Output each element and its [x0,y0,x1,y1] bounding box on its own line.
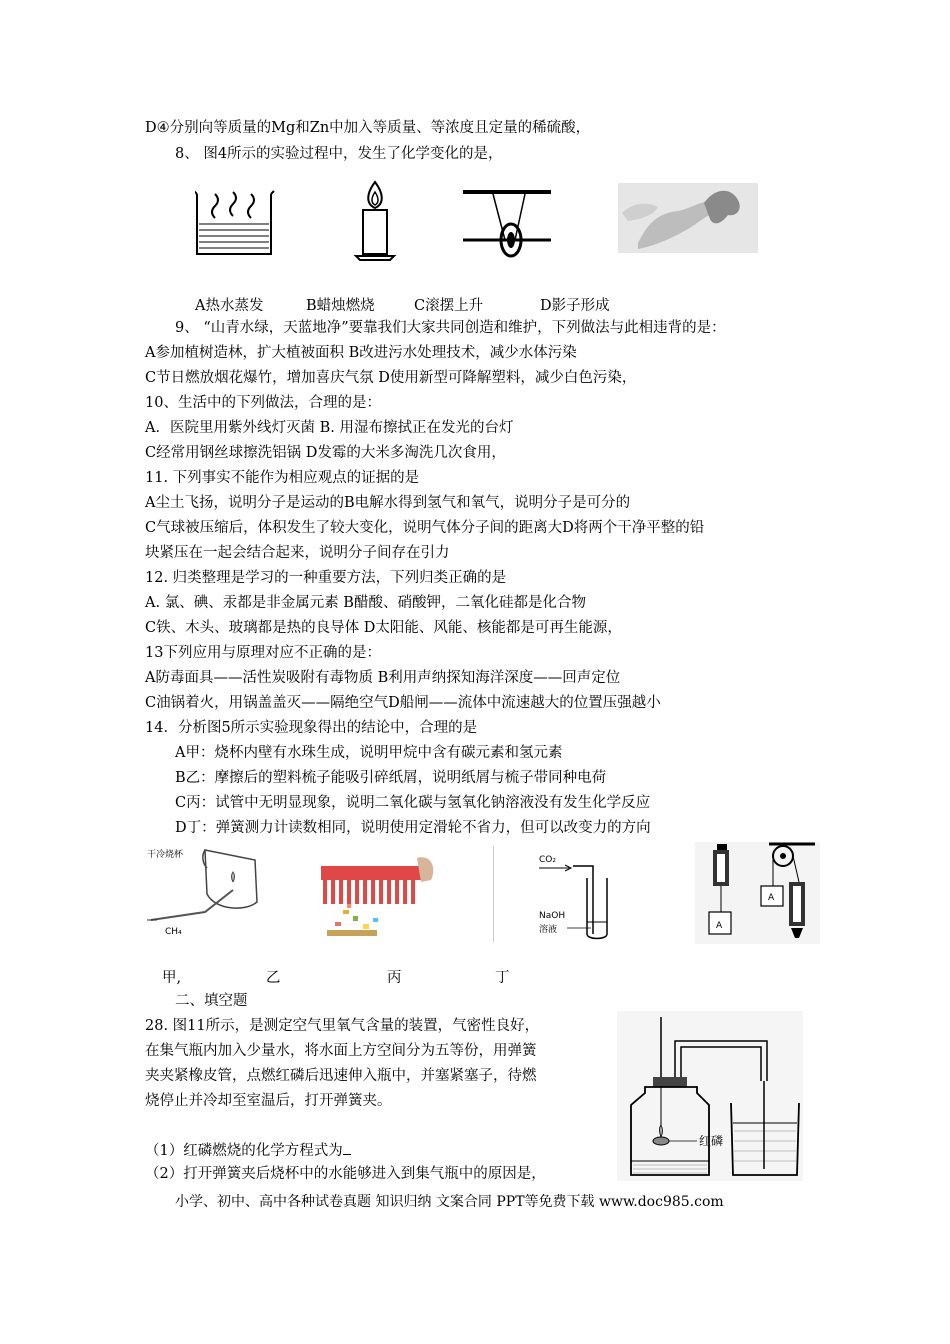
q28-sub-1: （1）红磷燃烧的化学方程式为 [145,1140,351,1161]
q28-line-4: 烧停止并冷却至室温后，打开弹簧夹。 [145,1093,392,1109]
q9-options-ab: A参加植树造林，扩大植被面积 B改进污水处理技术，减少水体污染 [145,345,577,361]
fig5-caption-jia: 甲, [162,970,182,986]
page-footer: 小学、初中、高中各种试卷真题 知识归纳 文案合同 PPT等免费下载 www.doc985.com [175,1194,724,1210]
fig5-ding-pulley [695,842,820,944]
label-ch4: CH₄ [165,927,182,937]
q10-options-cd: C经常用钢丝球擦洗铝锅 D发霉的大米多淘洗几次食用， [145,445,506,461]
q8-option-b: B蜡烛燃烧 [306,298,375,314]
label-co2: CO₂ [539,855,556,865]
q13-options-cd: C油锅着火，用锅盖盖灭——隔绝空气D船闸——流体中流速越大的位置压强越小 [145,695,661,711]
label-dry-cold-beaker: 干冷烧杯 [147,850,184,860]
question-13: 13下列应用与原理对应不正确的是： [145,645,381,661]
fig11-oxygen-apparatus [617,1011,803,1181]
q9-options-cd: C节日燃放烟花爆竹，增加喜庆气氛 D使用新型可降解塑料，减少白色污染， [145,370,637,386]
q10-options-ab: A．医院里用紫外线灯灭菌 B. 用湿布擦拭正在发光的台灯 [145,420,514,436]
label-solution: 溶液 [539,925,558,935]
q8-option-a: A热水蒸发 [195,298,264,314]
fig4-candle [350,178,400,262]
question-12: 12. 归类整理是学习的一种重要方法，下列归类正确的是 [145,570,507,586]
label-red-phosphorus: 红磷 [699,1134,724,1148]
question-10: 10、生活中的下列做法，合理的是： [145,395,381,411]
section-fill-in-blank: 二、填空题 [175,993,248,1009]
q28-line-3: 夹夹紧橡皮管，点燃红磷后迅速伸入瓶中，并塞紧塞子，待燃 [145,1068,537,1084]
q28-sub-2: （2）打开弹簧夹后烧杯中的水能够进入到集气瓶中的原因是， [145,1166,546,1182]
q11-options-cd-cont: 块紧压在一起会结合起来，说明分子间存在引力 [145,545,450,561]
label-naoh: NaOH [539,911,566,921]
svg-text:A: A [768,893,775,903]
question-11: 11. 下列事实不能作为相应观点的证据的是 [145,470,420,486]
q14-option-c: C丙：试管中无明显现象，说明二氧化碳与氢氧化钠溶液没有发生化学反应 [175,795,651,811]
text-line-d4: D④分别向等质量的Mg和Zn中加入等质量、等浓度且定量的稀硫酸， [145,120,591,136]
q12-options-ab: A. 氯、碘、汞都是非金属元素 B醋酸、硝酸钾，二氧化硅都是化合物 [145,595,586,611]
question-14: 14．分析图5所示实验现象得出的结论中，合理的是 [145,720,478,736]
question-8: 8、 图4所示的实验过程中，发生了化学变化的是， [175,146,503,162]
q8-option-d: D影子形成 [540,298,610,314]
q28-line-1: 28. 图11所示，是测定空气里氧气含量的装置，气密性良好， [145,1018,540,1034]
fig5-caption-bing: 丙 [387,970,402,986]
q12-options-cd: C铁、木头、玻璃都是热的良导体 D太阳能、风能、核能都是可再生能源， [145,620,622,636]
fig5-bing-co2-test-tube [493,846,621,942]
fig4-shadow-image [618,183,758,253]
q11-options-cd: C气球被压缩后，体积发生了较大变化，说明气体分子间的距离大D将两个干净平整的铅 [145,520,705,536]
q8-option-c: C滚摆上升 [414,298,484,314]
q14-option-d: D丁：弹簧测力计读数相同，说明使用定滑轮不省力，但可以改变力的方向 [175,820,651,836]
fig5-caption-ding: 丁 [495,970,510,986]
fig4-rolling-pendulum [463,188,553,260]
q11-options-ab: A尘土飞扬，说明分子是运动的B电解水得到氢气和氧气，说明分子是可分的 [145,495,631,511]
q13-options-ab: A防毒面具——活性炭吸附有毒物质 B利用声纳探知海洋深度——回声定位 [145,670,621,686]
q28-line-2: 在集气瓶内加入少量水，将水面上方空间分为五等份，用弹簧 [145,1043,537,1059]
fig5-yi-comb-paper [313,852,438,938]
answer-blank[interactable] [343,1140,351,1155]
q14-option-b: B乙：摩擦后的塑料梳子能吸引碎纸屑，说明纸屑与梳子带同种电荷 [175,770,607,786]
fig5-caption-yi: 乙 [266,970,281,986]
q14-option-a: A甲：烧杯内壁有水珠生成，说明甲烷中含有碳元素和氢元素 [175,745,563,761]
question-9: 9、 “山青水绿，天蓝地净”要靠我们大家共同创造和维护，下列做法与此相违背的是： [175,320,726,336]
fig5-jia-methane-beaker [145,846,275,938]
svg-text:A: A [716,921,723,931]
fig4-hot-water-beaker [195,188,277,258]
